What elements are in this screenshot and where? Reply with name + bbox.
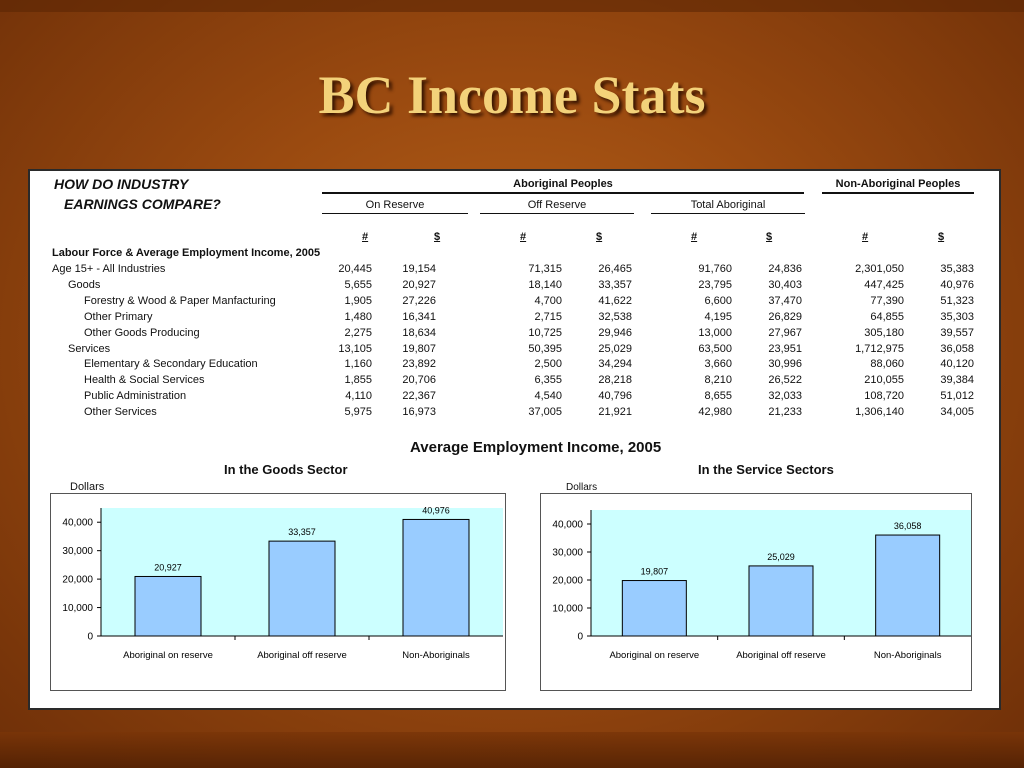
table-row [30,295,999,311]
table-cell: 50,395 [528,342,562,355]
table-cell: 20,445 [338,263,372,275]
row-label: Age 15+ - All Industries [52,263,166,275]
table-cell: 22,367 [402,390,436,403]
table-cell: 2,301,050 [855,263,904,275]
chart-goods [51,494,505,690]
y-axis-label-services: Dollars [566,482,598,493]
subheader-total-aboriginal: Total Aboriginal [690,199,766,211]
table-cell: 26,829 [768,310,802,323]
table-cell: 2,715 [534,310,562,323]
table-row [30,406,999,422]
col-head-count: # [691,231,698,243]
table-cell: 24,836 [768,263,802,275]
table-cell: 27,967 [768,326,802,339]
y-tick-label: 20,000 [552,575,583,587]
table-cell: 51,323 [940,294,974,307]
table-cell: 21,233 [768,406,802,419]
table-cell: 4,195 [704,310,732,323]
table-cell: 8,210 [704,374,732,387]
bar-value-label: 33,357 [288,527,316,538]
table-cell: 1,855 [344,374,372,387]
table-cell: 40,796 [598,390,632,403]
subheader-rule-on-reserve [322,213,468,214]
col-head-dollar: $ [596,231,603,243]
bar-value-label: 20,927 [154,562,182,573]
table-cell: 16,973 [402,406,436,419]
table-row [30,263,999,279]
slide-title: BC Income Stats [318,65,706,125]
table-cell: 23,795 [698,278,732,291]
table-cell: 32,033 [768,390,802,403]
bar [622,581,686,636]
table-heading-line1: HOW DO INDUSTRY [54,176,189,192]
table-cell: 20,706 [402,374,436,387]
bar-value-label: 40,976 [422,505,450,516]
table-cell: 42,980 [698,406,732,419]
y-tick-label: 0 [87,631,93,643]
table-cell: 21,921 [598,406,632,419]
subheader-rule-off-reserve [480,213,634,214]
bar [749,566,813,636]
row-label: Elementary & Secondary Education [84,358,258,371]
table-cell: 3,660 [704,358,732,371]
table-cell: 2,500 [534,358,562,371]
bar-value-label: 36,058 [893,521,922,532]
group-header-aboriginal: Aboriginal Peoples [513,178,613,190]
table-cell: 37,005 [528,406,562,419]
table-cell: 1,712,975 [855,342,904,355]
bar-value-label: 25,029 [767,551,795,562]
table-cell: 4,700 [534,294,562,307]
table-cell: 1,480 [344,310,372,323]
table-cell: 6,600 [704,294,732,307]
table-row [30,358,999,374]
y-tick-label: 10,000 [552,603,583,615]
table-heading-line2: EARNINGS COMPARE? [64,196,221,212]
table-row [30,390,999,406]
bar [876,535,940,636]
table-cell: 30,996 [768,358,802,371]
table-cell: 26,522 [768,374,802,387]
col-head-dollar: $ [938,231,945,243]
x-category-label: Aboriginal on reserve [609,650,700,661]
y-tick-label: 10,000 [62,603,93,615]
col-head-dollar: $ [766,231,773,243]
table-cell: 35,303 [940,310,974,323]
table-cell: 23,951 [768,342,802,355]
table-cell: 18,140 [528,278,562,291]
chart-title-services: In the Service Sectors [698,462,834,477]
table-cell: 447,425 [864,278,904,291]
y-axis-label-goods: Dollars [70,481,105,493]
bar [135,576,201,636]
chart-goods-frame [50,493,506,691]
table-cell: 5,655 [344,278,372,291]
table-cell: 4,540 [534,390,562,403]
x-category-label: Aboriginal off reserve [257,650,347,661]
x-category-label: Non-Aboriginals [873,650,942,661]
row-label: Services [68,342,111,355]
table-cell: 29,946 [598,326,632,339]
table-cell: 23,892 [402,358,436,371]
table-cell: 33,357 [598,278,632,291]
subheader-rule-total [651,213,805,214]
table-cell: 210,055 [864,374,904,387]
charts-main-title: Average Employment Income, 2005 [410,439,662,456]
table-cell: 63,500 [698,342,732,355]
table-cell: 108,720 [864,390,904,403]
table-cell: 28,218 [598,374,632,387]
y-tick-label: 20,000 [62,574,93,586]
row-label: Other Services [84,406,157,419]
subheader-off-reserve: Off Reserve [527,199,587,211]
table-cell: 19,154 [402,263,436,275]
table-cell: 1,905 [344,294,372,307]
table-cell: 41,622 [598,294,632,307]
y-tick-label: 0 [577,631,583,643]
y-tick-label: 40,000 [62,517,93,529]
table-cell: 1,160 [344,358,372,371]
table-cell: 64,855 [870,310,904,323]
row-label: Health & Social Services [84,374,205,387]
table-cell: 5,975 [344,406,372,419]
group-rule-non-aboriginal [822,192,974,194]
x-category-label: Aboriginal on reserve [123,650,213,661]
bar [403,519,469,636]
row-label: Other Goods Producing [84,326,200,339]
col-head-count: # [520,231,527,243]
table-cell: 1,306,140 [855,406,904,419]
chart-services [541,494,971,690]
y-tick-label: 30,000 [62,546,93,558]
table-cell: 27,226 [402,294,436,307]
table-cell: 4,110 [345,390,372,403]
table-row [30,327,999,343]
table-cell: 6,355 [534,374,562,387]
table-cell: 19,807 [402,342,436,355]
col-head-count: # [862,231,869,243]
table-cell: 51,012 [940,390,974,403]
table-cell: 39,384 [940,374,974,387]
table-cell: 13,105 [338,342,372,355]
group-rule-aboriginal [322,192,804,194]
section-label: Labour Force & Average Employment Income, 2005 [52,247,321,259]
table-row [30,279,999,295]
row-label: Goods [68,278,101,291]
table-cell: 8,655 [704,390,732,403]
stats-panel [28,169,1001,710]
table-cell: 77,390 [870,294,904,307]
table-cell: 13,000 [698,326,732,339]
bottom-decor-band [0,732,1024,768]
table-cell: 20,927 [402,278,436,291]
table-cell: 26,465 [598,263,632,275]
table-cell: 91,760 [698,263,732,275]
table-cell: 40,120 [940,358,974,371]
col-head-dollar: $ [434,231,441,243]
table-cell: 25,029 [598,342,632,355]
row-label: Other Primary [84,310,153,323]
table-cell: 18,634 [402,326,436,339]
col-head-count: # [362,231,369,243]
table-cell: 10,725 [528,326,562,339]
table-row [30,311,999,327]
table-cell: 2,275 [344,326,372,339]
y-tick-label: 30,000 [552,547,583,559]
table-cell: 30,403 [768,278,802,291]
top-decor-band [0,0,1024,12]
bar [269,541,335,636]
row-label: Forestry & Wood & Paper Manfacturing [84,294,276,307]
table-cell: 35,383 [940,263,974,275]
table-cell: 305,180 [864,326,904,339]
table-cell: 71,315 [528,263,562,275]
table-cell: 39,557 [940,326,974,339]
table-row [30,343,999,359]
y-tick-label: 40,000 [552,519,583,531]
table-cell: 16,341 [402,310,436,323]
table-cell: 34,294 [598,358,632,371]
x-category-label: Aboriginal off reserve [736,650,826,661]
table-cell: 40,976 [940,278,974,291]
subheader-on-reserve: On Reserve [365,199,425,211]
table-cell: 37,470 [768,294,802,307]
table-cell: 34,005 [940,406,974,419]
x-category-label: Non-Aboriginals [402,650,470,661]
row-label: Public Administration [84,390,187,403]
chart-title-goods: In the Goods Sector [224,462,348,477]
bar-value-label: 19,807 [640,566,669,577]
table-cell: 88,060 [870,358,904,371]
table-cell: 32,538 [598,310,632,323]
group-header-non-aboriginal: Non-Aboriginal Peoples [835,178,961,190]
table-cell: 36,058 [940,342,974,355]
table-row [30,374,999,390]
chart-services-frame [540,493,972,691]
